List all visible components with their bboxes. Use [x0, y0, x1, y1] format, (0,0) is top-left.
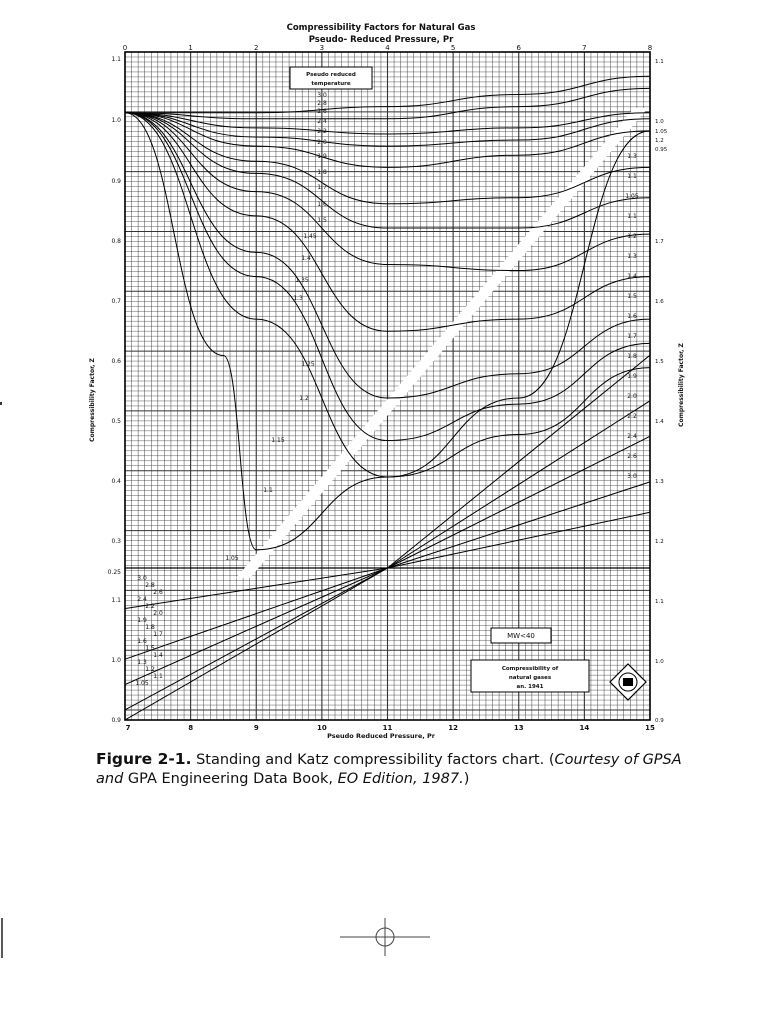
caption-text-2: Courtesy of GPSA and: [96, 752, 682, 787]
y-axis-label-left: Compressibility Factor, Z: [89, 358, 96, 442]
curve-label-upper: 1.15: [271, 437, 285, 444]
curve-label-right: 1.5: [627, 293, 637, 300]
x-tick-label-top: 4: [385, 44, 390, 52]
curve-label-upper: 1.8: [317, 169, 327, 176]
y-tick-label-right: 1.3: [655, 479, 664, 485]
y-tick-label-left: 1.1: [111, 56, 121, 63]
curve-label-right: 2.2: [627, 413, 637, 420]
curve-label-lower: 1.7: [153, 631, 163, 638]
x-tick-label-bottom: 7: [125, 724, 131, 732]
caption-text-3: GPA Engineering Data Book,: [127, 771, 338, 787]
y-tick-label-left: 0.3: [111, 538, 121, 545]
curve-label-right: 1.6: [627, 313, 637, 320]
y-tick-label-right: 0.9: [655, 718, 664, 724]
curve-label-upper: 2.0: [317, 139, 327, 146]
x-axis-label-bottom: Pseudo Reduced Pressure, Pr: [327, 732, 435, 740]
legend-title: Pseudo reduced: [306, 72, 356, 78]
y-tick-label-right: 1.0: [655, 659, 664, 665]
x-tick-label-bottom: 11: [382, 724, 393, 732]
x-tick-label-top: 8: [647, 44, 653, 52]
annotation-mw: MW<40: [507, 632, 535, 640]
seal-center: [623, 678, 633, 686]
curve-label-lower: 2.0: [153, 610, 163, 617]
x-tick-label-top: 1: [188, 44, 193, 52]
x-tick-label-bottom: 15: [645, 724, 655, 732]
curve-label-upper: 1.45: [303, 233, 317, 240]
curve-label-right: 1.3: [627, 153, 637, 160]
curve-label-lower: 1.9: [137, 617, 147, 624]
x-tick-label-top: 3: [319, 44, 325, 52]
curve-label-upper: 1.1: [263, 487, 273, 494]
y-tick-label-left-lower: 1.1: [111, 597, 121, 604]
curve-label-lower: 2.8: [145, 582, 155, 589]
y-tick-label-right: 1.05: [655, 129, 668, 135]
y-tick-label-left: 0.8: [111, 238, 121, 245]
y-tick-label-left: 0.25: [107, 569, 121, 576]
y-tick-label-left: 0.6: [111, 358, 121, 365]
x-tick-label-top: 0: [122, 44, 128, 52]
curve-label-upper: 1.05: [225, 555, 239, 562]
curve-label-lower: 2.2: [145, 603, 155, 610]
caption-text-4: EO Edition, 1987.: [337, 771, 464, 787]
y-tick-label-right: 1.7: [655, 239, 664, 245]
curve-label-upper: 3.0: [317, 92, 327, 99]
y-tick-label-right: 1.4: [655, 419, 664, 425]
caption-text-5: ): [463, 771, 470, 787]
curve-label-upper: 2.8: [317, 100, 327, 107]
curve-label-right: 1.2: [627, 233, 637, 240]
curve-label-upper: 1.2: [299, 395, 309, 402]
y-tick-label-left: 0.7: [111, 298, 121, 305]
chart-grid: [125, 52, 650, 720]
y-tick-label-right: 1.5: [655, 359, 664, 365]
legend-title: temperature: [311, 81, 351, 87]
curve-label-right: 3.0: [627, 473, 637, 480]
x-tick-label-bottom: 9: [253, 724, 259, 732]
curve-label-lower: 1.05: [135, 680, 149, 687]
figure-caption: [96, 750, 686, 789]
x-tick-label-bottom: 13: [513, 724, 524, 732]
x-tick-label-top: 6: [516, 44, 521, 52]
curve-label-upper: 1.9: [317, 153, 327, 160]
curve-label-lower: 1.2: [145, 666, 155, 673]
caption-text-1: Standing and Katz compressibility factors chart. (: [191, 752, 555, 768]
curve-label-right: 1.1: [627, 213, 637, 220]
y-tick-label-left: 0.9: [111, 178, 121, 185]
curve-label-lower: 3.0: [137, 575, 147, 582]
y-tick-label-right: 1.1: [655, 59, 664, 65]
annotation-note-line: Compressibility of: [501, 666, 559, 672]
curve-label-lower: 2.4: [137, 596, 147, 603]
curve-label-lower: 1.4: [153, 652, 163, 659]
x-tick-label-bottom: 10: [317, 724, 327, 732]
curve-label-upper: 1.6: [317, 201, 327, 208]
y-tick-label-right: 1.2: [655, 539, 664, 545]
curve-label-upper: 1.4: [301, 255, 311, 262]
y-tick-label-right: 1.6: [655, 299, 664, 305]
curve-label-right: 2.6: [627, 453, 637, 460]
registration-mark-icon: [340, 918, 430, 956]
curve-label-right: 2.0: [627, 393, 637, 400]
y-axis-label-right: Compressibility Factor, Z: [678, 343, 685, 427]
gpsa-seal-icon: [610, 664, 646, 700]
curve-label-lower: 2.6: [153, 589, 163, 596]
y-tick-label-right: 1.2: [655, 138, 664, 144]
y-tick-label-left: 0.4: [111, 478, 121, 485]
y-tick-label-right: 1.0: [655, 119, 664, 125]
y-tick-label-right: 0.95: [655, 147, 668, 153]
curve-label-upper: 2.2: [317, 128, 327, 135]
curve-label-upper: 1.25: [301, 361, 315, 368]
curve-label-lower: 1.8: [145, 624, 155, 631]
x-tick-label-top: 5: [450, 44, 456, 52]
curve-label-upper: 1.7: [317, 184, 327, 191]
curve-label-lower: 1.1: [153, 673, 163, 680]
curve-label-upper: 2.6: [317, 108, 327, 115]
curve-label-lower: 1.3: [137, 659, 147, 666]
x-tick-label-bottom: 8: [188, 724, 194, 732]
curve-label-right: 2.4: [627, 433, 637, 440]
curve-label-right: 1.1: [627, 173, 637, 180]
annotation-note-line: natural gases: [508, 675, 552, 681]
figure-label: Figure 2-1.: [96, 750, 192, 768]
x-tick-label-bottom: 14: [579, 724, 590, 732]
curve-label-right: 1.3: [627, 253, 637, 260]
x-tick-label-bottom: 12: [448, 724, 458, 732]
curve-label-upper: 1.5: [317, 217, 327, 224]
y-tick-label-left: 0.5: [111, 418, 121, 425]
curve-label-upper: 1.35: [295, 277, 309, 284]
curve-label-lower: 1.6: [137, 638, 147, 645]
x-tick-label-top: 7: [582, 44, 587, 52]
y-tick-label-left: 1.0: [111, 117, 121, 124]
x-tick-label-top: 2: [254, 44, 259, 52]
curve-label-upper: 2.4: [317, 118, 327, 125]
y-tick-label-right: 1.1: [655, 599, 664, 605]
annotation-note-line: an. 1941: [516, 684, 544, 690]
curve-label-right: 1.9: [627, 373, 637, 380]
chart-subtitle: Pseudo- Reduced Pressure, Pr: [308, 35, 454, 45]
curve-label-lower: 1.5: [145, 645, 155, 652]
y-tick-label-left-lower: 1.0: [111, 657, 121, 664]
y-tick-label-left-lower: 0.9: [111, 717, 121, 724]
chart-title: Compressibility Factors for Natural Gas: [286, 23, 476, 33]
curve-label-right: 1.8: [627, 353, 637, 360]
curve-label-right: 1.05: [625, 193, 639, 200]
separator-band: [236, 108, 648, 578]
curve-label-upper: 1.3: [293, 295, 303, 302]
curve-label-right: 1.7: [627, 333, 637, 340]
curve-label-right: 1.4: [627, 273, 637, 280]
